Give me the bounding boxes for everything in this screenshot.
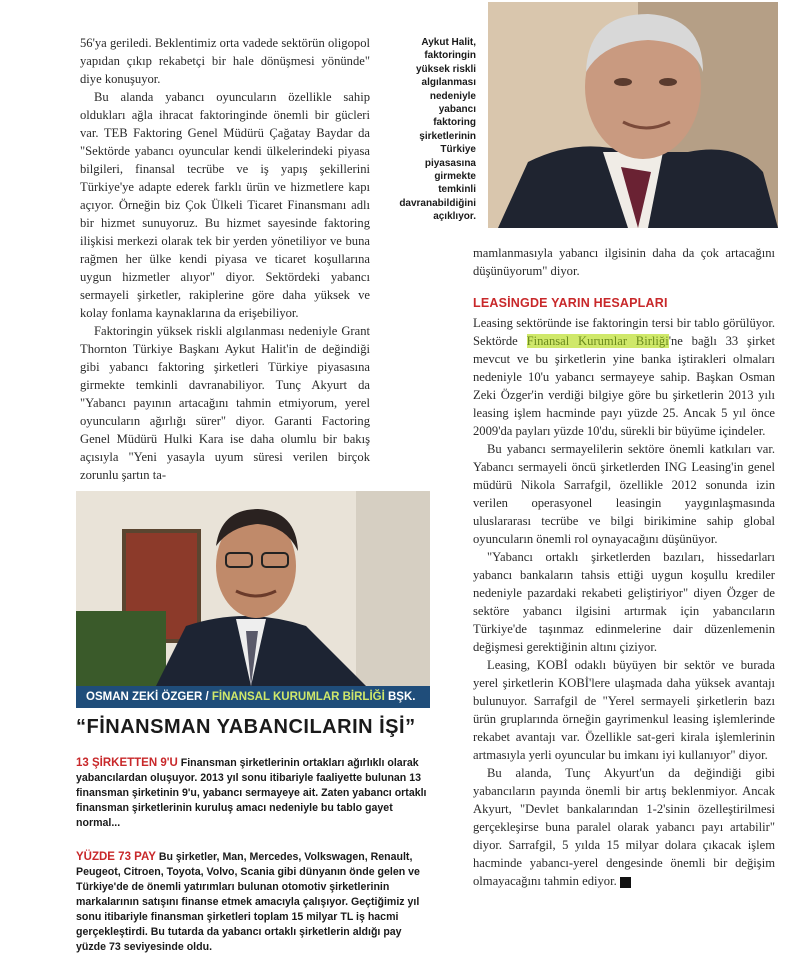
photo-name-bar: [76, 686, 430, 708]
name-bar-org: FİNANSAL KURUMLAR BİRLİĞİ: [211, 691, 385, 703]
right-paragraph-5-text: Bu alanda, Tunç Akyurt'un da değindiği gibi yabancıların payında önemli bir artış beklenmiyor. Ancak Akyurt, "Devlet bankalarından 1-2'sinin özelleştirilmesi gerçekleşirse buna paralel olarak yabancı payı artabilir" diyor. Sarrafgil, 5 yılda 15 milyar dolara çıkacak işlem hacminde yabancı-yerel dengesinde önemli bir değişim olmayacağını tahmin ediyor.: [473, 766, 775, 888]
section-heading-leasing: LEASİNGDE YARIN HESAPLARI: [473, 296, 668, 310]
article-left-column: [80, 34, 370, 484]
right-paragraph-2: Bu yabancı sermayelilerin sektöre önemli katkıları var. Yabancı sermayeli öncü şirketlerden ING Leasing'in genel müdürü Nikola Sarrafgil, özellikle 2012 sonunda izin verilen operasyonel leasingin yaygınlaşmasında uluslararası tecrübe ve bilgi birikimine sahip global oyuncuların önemli rol oynayacağını düşünüyor.: [473, 442, 775, 546]
article-right-column: [473, 244, 775, 890]
name-bar-name: OSMAN ZEKİ ÖZGER /: [86, 691, 212, 703]
left-paragraph-2: Bu alanda yabancı oyuncuların özellikle sahip oldukları ağla ihracat faktoringinde önemli bir gücleri var. TEB Faktoring Genel Müdürü Çağatay Baydar da "Sektörde yabancı oyuncular kendi ülkelerindeki piyasa bilgileri, finansal tecrübe ve iş yapış şekillerini Türkiye'ye adapte ederek farklı ürün ve hizmetlere kapı açıyor. Örneğin biz Çok Ülkeli Ticaret Finansmanı adlı bir hizmet sunuyoruz. Bu hizmet sayesinde faktoring ilişkisi merkezi olarak tek bir yerden yönetiliyor ve buna rağmen her ülke kendi piyasa ve ticaret koşullarına uygun hizmetler alıyor" diyor. Sektördeki yabancı sermayeli şirketler, rakiplerine göre daha yüksek ve kolay fonlama kaynaklarına da erişebiliyor.: [80, 90, 370, 320]
highlight-finansal-kurumlar-birligi: Finansal Kurumlar Birliği: [526, 334, 669, 348]
box-lead-2: YÜZDE 73 PAY: [76, 851, 156, 863]
left-paragraph-1: 56'ya geriledi. Beklentimiz orta vadede sektörün oligopol yapıdan çıkıp rekabetçi bir hale dönüşmesi yönünde" diye konuşuyor.: [80, 36, 370, 86]
left-paragraph-3: Faktoringin yüksek riskli algılanması nedeniyle Grant Thornton Türkiye Başkanı Aykut Halit'in de değindiği gibi yabancı faktoring şirketleri Türkiye piyasasına girmekte temkinli davranabiliyor. Tunç Akyurt da "Yabancı payının artacağını tahmin etmiyorum, yerel oyuncuların ağırlığı sürer" diyor. Garanti Factoring Genel Müdürü Hulki Kara ise daha olumlu bir bakış açısıyla "Yeni yasayla uyum süresi verilen birçok zorunlu şartın ta-: [80, 324, 370, 482]
portrait-illustration-2: [76, 491, 430, 686]
box-paragraph-1: [76, 756, 430, 831]
right-paragraph-4: Leasing, KOBİ odaklı büyüyen bir sektör ve burada yerel şirketlerin KOBİ'lere ulaşmada daha yüksek avantajı bulunuyor. Sarrafgil de "Yerel sermayeli şirketlerin bazı ürün gruplarında örneğin gayrimenkul leasing işlemlerinde rekabet avantajı var. Özellikle sat-geri kirala işlemlerinin artmasıyla yerli oyuncular bu imkanı iyi kullanıyor" diyor.: [473, 658, 775, 762]
right-paragraph-1-a: Leasing sektöründe ise faktoringin tersi bir tablo görülüyor. Sektörde: [473, 316, 775, 348]
portrait-photo-osman-zeki-ozger: [76, 491, 430, 686]
box-paragraph-2: [76, 850, 430, 955]
name-bar-suffix: BŞK.: [384, 691, 416, 703]
portrait-photo-aykut-halit: [488, 2, 778, 228]
box-lead-1: 13 ŞİRKETTEN 9'U: [76, 757, 178, 769]
right-paragraph-5: [473, 764, 775, 890]
box-text-2: Bu şirketler, Man, Mercedes, Volkswagen, Renault, Peugeot, Citroen, Toyota, Volvo, Scania gibi dünyanın önde gelen ve Türkiye'de de önemli yatırımları bulunan otomotiv şirketlerinin markalarının satışını finanse etmek amacıyla çalışıyor. Geçtiğimiz yıl sonu itibariyle finansman şirketleri toplam 15 milyar TL iş hacmi gerçekleştirdi. Bu tutarda da yabancı ortaklı şirketlerin aldığı pay yüzde 73 seviyesinde oldu.: [76, 851, 420, 953]
photo-caption-top: Aykut Halit, faktoringin yüksek riskli algılanması nedeniyle yabancı faktoring şirketlerinin Türkiye piyasasına girmekte temkinli davranabildiğini açıklıyor.: [399, 37, 476, 223]
right-paragraph-3: "Yabancı ortaklı şirketlerden bazıları, hissedarları yabancı bankaların tahsis ettiği uygun koşullu krediler nedeniyle pazardaki rekabeti geliştiriyor" diyen Özger de sektöre yabancı ilgisini artırmak için yabancıların Türkiye'de taşınmaz edinmelerine dair düzenlemenin değişmesi gerektiğinin altını çiziyor.: [473, 550, 775, 654]
box-text-1: Finansman şirketlerinin ortakları ağırlıklı olarak yabancılardan oluşuyor. 2013 yıl sonu itibariyle faaliyette bulunan 13 finansman şirketinin 9'u, yabancı sermayeye ait. Zaten yabancı ortaklı finansman şirketlerinin kuruluş amacı nedeniyle bu tablo gayet normal...: [76, 757, 427, 829]
right-paragraph-1: [473, 314, 775, 440]
box-title: “FİNANSMAN YABANCILARIN İŞİ”: [76, 716, 416, 738]
end-mark-logo: C: [620, 877, 631, 888]
right-paragraph-0: mamlanmasıyla yabancı ilgisinin daha da çok artacağını düşünüyorum" diyor.: [473, 246, 775, 278]
portrait-illustration: [488, 2, 778, 228]
right-paragraph-1-b: 'ne bağlı 33 şirket mevcut ve bu şirketlerin yine banka iştirakleri olmaları nedeniyle 10'u yabancı sermayeye sahip. Başkan Osman Zeki Özger'in verdiği bilgiye göre bu şirketlerin 2013 yılı leasing işlem hacminde payı yüzde 25. Ancak 5 yıl önce 2009'da payları yüzde 10'du, sürekli bir büyüme içindeler.: [473, 334, 776, 438]
